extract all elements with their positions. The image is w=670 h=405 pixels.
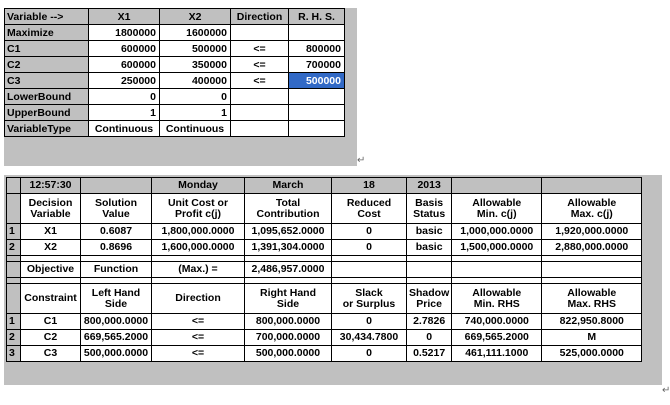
constraint-row[interactable] (7, 346, 642, 362)
cell-direction (231, 121, 289, 137)
cell-x2[interactable]: 1600000 (160, 25, 231, 41)
hdr-allowable-max-cj: Allowable Max. c(j) (542, 194, 642, 224)
cell-direction[interactable]: <= (231, 73, 289, 89)
time-label: 12:57:30 (21, 178, 81, 194)
hdr-total-contribution: Total Contribution (245, 194, 332, 224)
cell-x1[interactable]: 600000 (89, 57, 160, 73)
cell-min-rhs: 461,111.1000 (452, 346, 542, 362)
hdr-slack-surplus: Slack or Surplus (332, 284, 407, 314)
cell-shadow: 0.5217 (407, 346, 452, 362)
constraint-header-row (7, 284, 642, 314)
hdr-decision-variable: Decision Variable (21, 194, 81, 224)
cell-max: 1,920,000.0000 (542, 224, 642, 240)
month-label: March (245, 178, 332, 194)
cell-min: 1,000,000.0000 (452, 224, 542, 240)
cell-unit-cost: 1,800,000.0000 (152, 224, 245, 240)
cell-rhs (289, 89, 345, 105)
row-label: Maximize (5, 25, 89, 41)
objective-value: 2,486,957.0000 (245, 262, 332, 278)
row-c2 (5, 57, 345, 73)
cell-status: basic (407, 224, 452, 240)
cell-x2[interactable]: 400000 (160, 73, 231, 89)
cell-direction: <= (152, 346, 245, 362)
cell-direction: <= (152, 330, 245, 346)
hdr-allowable-max-rhs: Allowable Max. RHS (542, 284, 642, 314)
cell-direction: <= (152, 314, 245, 330)
cell-x1[interactable]: 0 (89, 89, 160, 105)
cell-unit-cost: 1,600,000.0000 (152, 240, 245, 256)
cell-max-rhs: 525,000.0000 (542, 346, 642, 362)
cell-total: 1,095,652.0000 (245, 224, 332, 240)
row-c1 (5, 41, 345, 57)
hdr-direction: Direction (152, 284, 245, 314)
row-index: 1 (7, 314, 21, 330)
cell-constraint: C2 (21, 330, 81, 346)
cell-direction (231, 89, 289, 105)
cell-reduced: 0 (332, 240, 407, 256)
input-table (4, 8, 345, 137)
report-table (6, 177, 642, 362)
row-maximize (5, 25, 345, 41)
cell-lhs: 800,000.0000 (81, 314, 152, 330)
row-index: 2 (7, 240, 21, 256)
cell-lhs: 669,565.2000 (81, 330, 152, 346)
hdr-basis-status: Basis Status (407, 194, 452, 224)
row-lowerbound (5, 89, 345, 105)
cell-x1[interactable]: 250000 (89, 73, 160, 89)
cell-slack: 0 (332, 346, 407, 362)
row-label: C2 (5, 57, 89, 73)
cell-direction (231, 105, 289, 121)
hdr-constraint: Constraint (21, 284, 81, 314)
header-rhs: R. H. S. (289, 9, 345, 25)
cell-solution: 0.8696 (81, 240, 152, 256)
cell-rhs: 800,000.0000 (245, 314, 332, 330)
cell-x2[interactable]: 0 (160, 89, 231, 105)
lp-input-grid (4, 8, 357, 166)
cell-x1[interactable]: 600000 (89, 41, 160, 57)
day-label: Monday (152, 178, 245, 194)
return-mark-icon: ↵ (662, 385, 670, 396)
cell-x2[interactable]: Continuous (160, 121, 231, 137)
hdr-allowable-min-rhs: Allowable Min. RHS (452, 284, 542, 314)
cell-direction[interactable]: <= (231, 57, 289, 73)
decision-header-row (7, 194, 642, 224)
cell-x2[interactable]: 350000 (160, 57, 231, 73)
cell-x1[interactable]: Continuous (89, 121, 160, 137)
cell-shadow: 0 (407, 330, 452, 346)
hdr-reduced-cost: Reduced Cost (332, 194, 407, 224)
objective-mode: (Max.) = (152, 262, 245, 278)
input-header-row (5, 9, 345, 25)
hdr-unit-cost: Unit Cost or Profit c(j) (152, 194, 245, 224)
solution-report (4, 175, 662, 385)
cell-rhs[interactable]: 700000 (289, 57, 345, 73)
cell-direction[interactable]: <= (231, 41, 289, 57)
constraint-row[interactable] (7, 314, 642, 330)
row-label: C3 (5, 73, 89, 89)
cell-solution: 0.6087 (81, 224, 152, 240)
cell-var: X2 (21, 240, 81, 256)
decision-row[interactable] (7, 240, 642, 256)
cell-total: 1,391,304.0000 (245, 240, 332, 256)
cell-reduced: 0 (332, 224, 407, 240)
row-label: C1 (5, 41, 89, 57)
cell-rhs[interactable]: 800000 (289, 41, 345, 57)
row-index: 3 (7, 346, 21, 362)
cell-rhs[interactable] (289, 25, 345, 41)
hdr-allowable-min-cj: Allowable Min. c(j) (452, 194, 542, 224)
row-label: VariableType (5, 121, 89, 137)
cell-slack: 30,434.7800 (332, 330, 407, 346)
row-index: 1 (7, 224, 21, 240)
cell-var: X1 (21, 224, 81, 240)
hdr-left-hand-side: Left Hand Side (81, 284, 152, 314)
cell-constraint: C3 (21, 346, 81, 362)
cell-x2[interactable]: 1 (160, 105, 231, 121)
date-label: 18 (332, 178, 407, 194)
cell-slack: 0 (332, 314, 407, 330)
cell-x1[interactable]: 1800000 (89, 25, 160, 41)
cell-rhs (289, 105, 345, 121)
cell-x1[interactable]: 1 (89, 105, 160, 121)
row-c3 (5, 73, 345, 89)
row-index: 2 (7, 330, 21, 346)
row-upperbound (5, 105, 345, 121)
cell-direction[interactable] (231, 25, 289, 41)
hdr-right-hand-side: Right Hand Side (245, 284, 332, 314)
header-x1[interactable]: X1 (89, 9, 160, 25)
cell-min-rhs: 669,565.2000 (452, 330, 542, 346)
cell-rhs: 700,000.0000 (245, 330, 332, 346)
cell-status: basic (407, 240, 452, 256)
cell-min-rhs: 740,000.0000 (452, 314, 542, 330)
report-topbar (7, 178, 642, 194)
row-variabletype (5, 121, 345, 137)
header-x2[interactable]: X2 (160, 9, 231, 25)
objective-function-label: Function (81, 262, 152, 278)
objective-label: Objective (21, 262, 81, 278)
cell-rhs: 500,000.0000 (245, 346, 332, 362)
constraint-row[interactable] (7, 330, 642, 346)
decision-row[interactable] (7, 224, 642, 240)
header-variable: Variable --> (5, 9, 89, 25)
cell-min: 1,500,000.0000 (452, 240, 542, 256)
objective-row (7, 262, 642, 278)
cell-shadow: 2.7826 (407, 314, 452, 330)
return-mark-icon: ↵ (357, 155, 366, 166)
row-label: UpperBound (5, 105, 89, 121)
row-label: LowerBound (5, 89, 89, 105)
cell-lhs: 500,000.0000 (81, 346, 152, 362)
year-label: 2013 (407, 178, 452, 194)
cell-max-rhs: M (542, 330, 642, 346)
cell-rhs (289, 121, 345, 137)
header-direction: Direction (231, 9, 289, 25)
cell-max-rhs: 822,950.8000 (542, 314, 642, 330)
cell-constraint: C1 (21, 314, 81, 330)
hdr-solution-value: Solution Value (81, 194, 152, 224)
cell-max: 2,880,000.0000 (542, 240, 642, 256)
cell-x2[interactable]: 500000 (160, 41, 231, 57)
hdr-shadow-price: Shadow Price (407, 284, 452, 314)
cell-rhs-selected[interactable]: 500000 (289, 73, 345, 89)
